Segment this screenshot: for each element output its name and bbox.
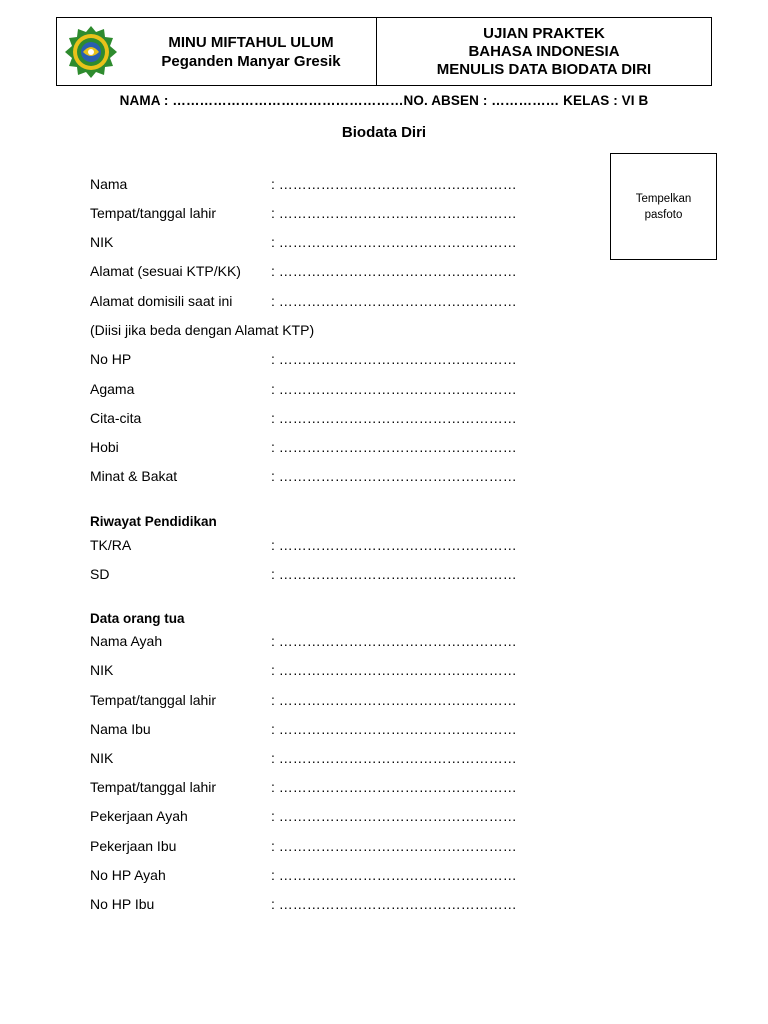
field-blank: : …………………………………………… (271, 808, 517, 824)
school-block (57, 18, 377, 85)
field-blank: : …………………………………………… (271, 234, 517, 250)
field-blank: : …………………………………………… (271, 662, 517, 678)
field-row (90, 721, 517, 737)
field-label: Hobi (90, 439, 119, 455)
field-row (90, 692, 517, 708)
education-heading: Riwayat Pendidikan (90, 514, 217, 529)
field-blank: : …………………………………………… (271, 205, 517, 221)
field-row (90, 896, 517, 912)
field-label: NIK (90, 662, 114, 678)
field-blank: : …………………………………………… (271, 410, 517, 426)
field-blank: : …………………………………………… (271, 692, 517, 708)
field-blank: : …………………………………………… (271, 176, 517, 192)
field-label: NIK (90, 234, 114, 250)
field-blank: : …………………………………………… (271, 750, 517, 766)
field-label: Tempat/tanggal lahir (90, 205, 217, 221)
field-row (90, 779, 517, 795)
field-blank: : …………………………………………… (271, 721, 517, 737)
exam-line-2: BAHASA INDONESIA (468, 43, 620, 60)
field-blank: : …………………………………………… (271, 779, 517, 795)
field-blank: : …………………………………………… (271, 293, 517, 309)
exam-line-3: MENULIS DATA BIODATA DIRI (436, 61, 652, 78)
field-row (90, 176, 517, 192)
field-label: TK/RA (90, 537, 132, 553)
field-label: Agama (90, 381, 135, 397)
field-blank: : …………………………………………… (271, 537, 517, 553)
field-row (90, 410, 517, 426)
document-title: Biodata Diri (341, 124, 427, 141)
field-row (90, 537, 517, 553)
exam-line-1: UJIAN PRAKTEK (483, 25, 605, 42)
field-label: Pekerjaan Ibu (90, 838, 177, 854)
field-label: Cita-cita (90, 410, 142, 426)
photo-box-line-1: Tempelkan (635, 193, 692, 205)
field-row (90, 633, 517, 649)
field-blank: : …………………………………………… (271, 468, 517, 484)
field-label: Tempat/tanggal lahir (90, 692, 217, 708)
field-blank: : …………………………………………… (271, 381, 517, 397)
field-blank: : …………………………………………… (271, 566, 517, 582)
field-blank: : …………………………………………… (271, 263, 517, 279)
field-label: No HP Ibu (90, 896, 155, 912)
field-row (90, 351, 517, 367)
photo-box (610, 153, 717, 260)
field-blank: : …………………………………………… (271, 838, 517, 854)
field-label: Nama Ibu (90, 721, 151, 737)
field-row (90, 293, 517, 309)
field-row (90, 808, 517, 824)
field-row (90, 439, 517, 455)
exam-title-block (377, 18, 711, 85)
student-identity-line: NAMA : ……………………………………………NO. ABSEN : …………… KELAS : VI B (119, 93, 649, 108)
field-label: Pekerjaan Ayah (90, 808, 188, 824)
field-blank: : …………………………………………… (271, 439, 517, 455)
field-row (90, 838, 517, 854)
field-label: No HP (90, 351, 132, 367)
field-label: Alamat domisili saat ini (90, 293, 233, 309)
field-row (90, 381, 517, 397)
field-blank: : …………………………………………… (271, 633, 517, 649)
school-name: MINU MIFTAHUL ULUM (168, 34, 334, 51)
field-label: Alamat (sesuai KTP/KK) (90, 263, 241, 279)
field-label: Tempat/tanggal lahir (90, 779, 217, 795)
school-location: Peganden Manyar Gresik (161, 53, 341, 70)
school-logo-icon (63, 24, 119, 80)
field-blank: : …………………………………………… (271, 896, 517, 912)
field-label: No HP Ayah (90, 867, 166, 883)
field-row (90, 205, 517, 221)
field-row (90, 234, 517, 250)
document-header (56, 17, 712, 86)
school-name-block (141, 33, 361, 71)
field-row (90, 468, 517, 484)
photo-box-line-2: pasfoto (644, 209, 683, 221)
field-row (90, 750, 517, 766)
field-label: Nama Ayah (90, 633, 163, 649)
field-label: Minat & Bakat (90, 468, 178, 484)
field-row (90, 662, 517, 678)
field-row (90, 867, 517, 883)
field-blank: : …………………………………………… (271, 867, 517, 883)
field-label: Nama (90, 176, 128, 192)
field-label: SD (90, 566, 110, 582)
field-row (90, 566, 517, 582)
field-label: NIK (90, 750, 114, 766)
field-blank: : …………………………………………… (271, 351, 517, 367)
field-row (90, 263, 517, 279)
parents-heading: Data orang tua (90, 611, 185, 626)
domisili-note: (Diisi jika beda dengan Alamat KTP) (90, 322, 315, 338)
